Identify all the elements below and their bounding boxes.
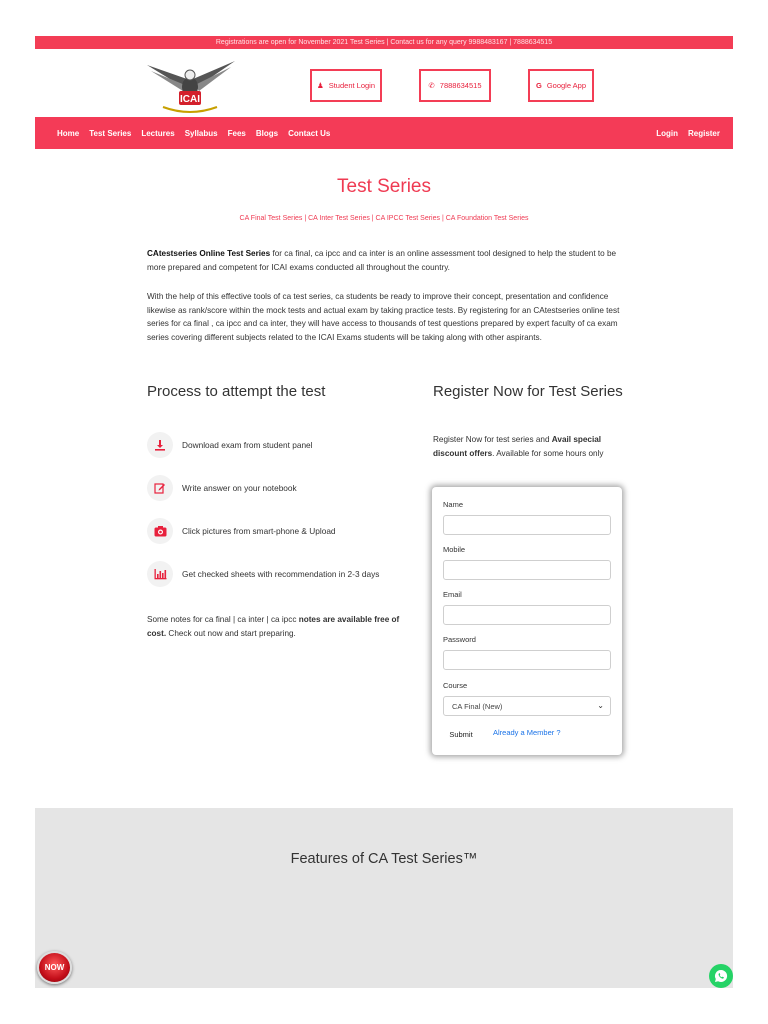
nav-item-test-series[interactable]: Test Series: [89, 128, 132, 138]
eagle-logo-icon: [143, 57, 239, 117]
register-now-badge[interactable]: [37, 951, 72, 984]
whatsapp-icon[interactable]: [709, 964, 733, 988]
features-section: [35, 808, 733, 988]
step-write: [147, 475, 297, 501]
course-label: Course: [443, 681, 468, 690]
site-logo[interactable]: [143, 57, 239, 117]
edit-icon: [147, 475, 173, 501]
mobile-input[interactable]: [443, 560, 611, 580]
logo-text: ICAI: [180, 94, 200, 105]
register-text-post: . Available for some hours only: [492, 448, 604, 458]
register-heading: Register Now for Test Series: [433, 383, 623, 400]
course-select-value: CA Final (New): [452, 701, 503, 711]
whatsapp-glyph-icon: [714, 969, 728, 983]
registration-form: [432, 487, 622, 755]
nav-left: [57, 129, 330, 138]
already-member-link[interactable]: Already a Member ?: [493, 728, 561, 737]
user-icon: ♟: [316, 81, 324, 90]
intro-paragraph: [147, 247, 625, 274]
notes-pre: Some notes for ca final | ca inter | ca ipcc: [147, 615, 299, 624]
header: [35, 49, 733, 117]
nav-login-link[interactable]: Login: [656, 128, 678, 138]
notes-bold[interactable]: notes are available free of cost.: [147, 615, 400, 638]
nav-item-syllabus[interactable]: Syllabus: [184, 128, 218, 138]
student-login-label: Student Login: [328, 81, 376, 90]
nav-item-lectures[interactable]: Lectures: [141, 128, 175, 138]
description-paragraph: With the help of this effective tools of ca test series, ca students be ready to improve their concept, presentation and confidence likewise as rank/score within the mock tests and actual exam by taking practice tests. By registering for an CAtestseries online test series for ca final , ca ipcc and ca inter, they will have access to thousands of test questions prepared by expert faculty of ca exam series covering different subjects related to the ICAI Exams students will be taking along with other aspirants.: [147, 292, 620, 342]
bar-chart-icon: [147, 561, 173, 587]
page-title: Test Series: [337, 176, 431, 197]
notes-post: Check out now and start preparing.: [166, 628, 296, 638]
notes-paragraph: [147, 613, 417, 640]
nav-item-home[interactable]: Home: [57, 128, 80, 138]
mobile-label: Mobile: [443, 545, 466, 554]
google-app-button[interactable]: [528, 69, 594, 102]
step-checked-label: Get checked sheets with recommendation in 2-3 days: [182, 569, 380, 579]
nav-register-link[interactable]: Register: [687, 128, 720, 138]
phone-icon: ✆: [428, 81, 435, 90]
download-icon: [147, 432, 173, 458]
intro-rest: for ca final, ca ipcc and ca inter is an online assessment tool designed to help the student to be more prepared and competent for ICAI exams conducted all throughout the country.: [147, 249, 617, 272]
register-text: [433, 433, 623, 460]
step-download-label: Download exam from student panel: [182, 440, 313, 450]
register-text-pre: Register Now for test series and: [433, 435, 552, 444]
student-login-button[interactable]: [310, 69, 382, 102]
page-subtitle-links[interactable]: CA Final Test Series | CA Inter Test Series | CA IPCC Test Series | CA Foundation Test Series: [239, 215, 529, 222]
step-write-label: Write answer on your notebook: [182, 483, 297, 493]
password-label: Password: [443, 635, 476, 644]
phone-label: 7888634515: [439, 81, 482, 90]
name-label: Name: [443, 500, 464, 509]
email-label: Email: [443, 590, 462, 599]
nav-right: [656, 129, 720, 138]
main-nav: [35, 117, 733, 149]
chevron-down-icon: ⌄: [597, 701, 604, 710]
now-badge-label: NOW: [44, 963, 65, 972]
step-download: [147, 432, 313, 458]
camera-icon: [147, 518, 173, 544]
name-input[interactable]: [443, 515, 611, 535]
phone-button[interactable]: [419, 69, 491, 102]
course-select[interactable]: [443, 696, 611, 716]
nav-item-contact-us[interactable]: Contact Us: [288, 128, 331, 138]
step-upload: [147, 518, 336, 544]
google-icon: G: [535, 81, 542, 90]
announcement-bar: [35, 36, 733, 49]
register-text-bold: Avail special discount offers: [433, 435, 602, 458]
process-heading: Process to attempt the test: [147, 383, 326, 400]
nav-item-fees[interactable]: Fees: [227, 128, 246, 138]
intro-bold: CAtestseries Online Test Series: [147, 249, 271, 258]
email-input[interactable]: [443, 605, 611, 625]
nav-item-blogs[interactable]: Blogs: [255, 128, 279, 138]
announcement-text: Registrations are open for November 2021 Test Series | Contact us for any query 9988483167 | 7888634515: [215, 39, 553, 46]
step-upload-label: Click pictures from smart-phone & Upload: [182, 526, 336, 536]
google-app-label: Google App: [546, 81, 587, 90]
step-checked: [147, 561, 379, 587]
submit-button[interactable]: Submit: [449, 729, 473, 739]
features-heading: Features of CA Test Series™: [290, 851, 478, 867]
password-input[interactable]: [443, 650, 611, 670]
